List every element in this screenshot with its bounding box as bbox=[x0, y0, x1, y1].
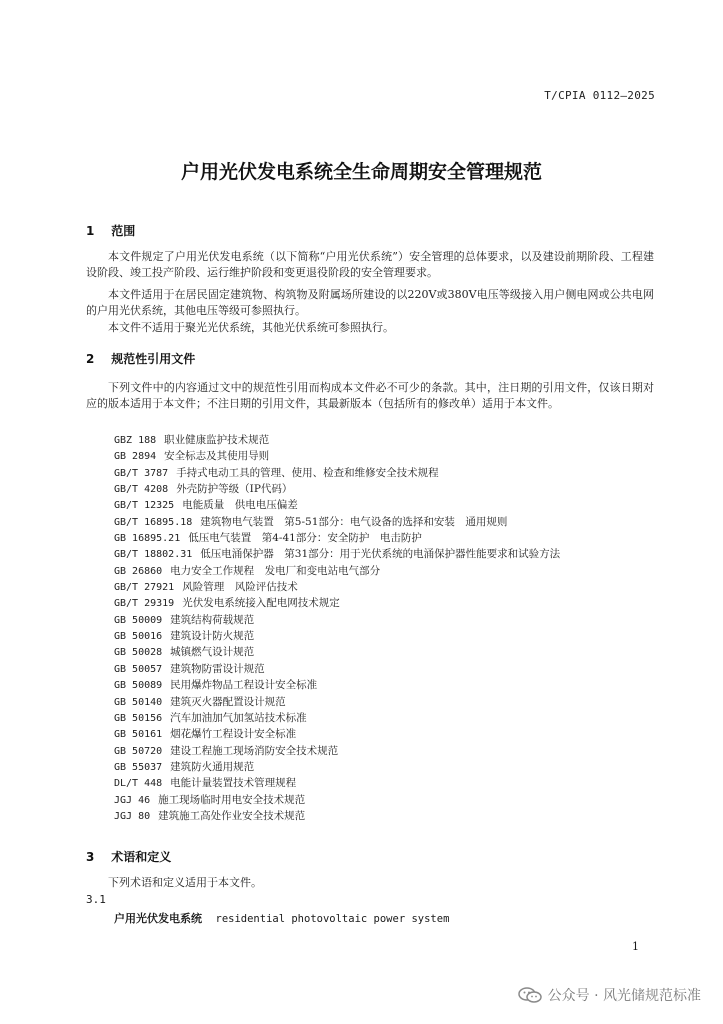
reference-title: 电力安全工作规程 发电厂和变电站电气部分 bbox=[170, 564, 381, 577]
reference-code: GB/T 4208 bbox=[114, 484, 169, 496]
reference-item bbox=[114, 432, 674, 448]
reference-item bbox=[114, 595, 674, 611]
normative-references-list bbox=[114, 432, 674, 824]
reference-item bbox=[114, 808, 674, 824]
reference-title: 建筑灭火器配置设计规范 bbox=[170, 695, 286, 708]
reference-item bbox=[114, 628, 674, 644]
term-chinese: 户用光伏发电系统 bbox=[114, 912, 202, 925]
wechat-icon bbox=[518, 987, 542, 1003]
reference-title: 汽车加油加气加氢站技术标准 bbox=[170, 711, 307, 724]
reference-code: GB 26860 bbox=[114, 565, 163, 577]
reference-code: GB/T 18802.31 bbox=[114, 549, 193, 561]
reference-title: 电能质量 供电电压偏差 bbox=[182, 499, 298, 512]
term-number: 3.1 bbox=[86, 893, 106, 906]
reference-title: 安全标志及其使用导则 bbox=[164, 450, 270, 463]
reference-title: 城镇燃气设计规范 bbox=[170, 646, 255, 659]
section-3-number: 3 bbox=[86, 850, 95, 864]
section-2-title: 规范性引用文件 bbox=[111, 352, 196, 366]
reference-code: GB/T 27921 bbox=[114, 582, 175, 594]
reference-item bbox=[114, 710, 674, 726]
reference-item bbox=[114, 759, 674, 775]
reference-item bbox=[114, 514, 674, 530]
reference-code: GB 50156 bbox=[114, 712, 163, 724]
reference-title: 手持式电动工具的管理、使用、检查和维修安全技术规程 bbox=[176, 466, 439, 479]
reference-item bbox=[114, 579, 674, 595]
document-title: 户用光伏发电系统全生命周期安全管理规范 bbox=[180, 161, 542, 183]
reference-item bbox=[114, 677, 674, 693]
reference-item bbox=[114, 546, 674, 562]
reference-code: GB 50009 bbox=[114, 614, 163, 626]
reference-title: 风险管理 风险评估技术 bbox=[182, 581, 298, 594]
reference-title: 低压电气装置 第4-41部分：安全防护 电击防护 bbox=[188, 532, 422, 545]
reference-title: 低压电涌保护器 第31部分：用于光伏系统的电涌保护器性能要求和试验方法 bbox=[200, 548, 561, 561]
reference-item bbox=[114, 563, 674, 579]
reference-title: 建筑物电气装置 第5-51部分：电气设备的选择和安装 通用规则 bbox=[200, 515, 508, 528]
reference-code: GB 50028 bbox=[114, 647, 163, 659]
reference-code: GBZ 188 bbox=[114, 435, 157, 446]
watermark-text: 公众号 · 风光储规范标准 bbox=[547, 988, 701, 1004]
reference-code: GB 55037 bbox=[114, 761, 163, 773]
reference-title: 职业健康监护技术规范 bbox=[164, 434, 270, 446]
reference-title: 光伏发电系统接入配电网技术规定 bbox=[182, 597, 340, 610]
reference-title: 建筑设计防火规范 bbox=[170, 630, 255, 643]
reference-item bbox=[114, 497, 674, 513]
reference-item bbox=[114, 644, 674, 660]
reference-code: GB 50089 bbox=[114, 680, 163, 692]
term-english: residential photovoltaic power system bbox=[215, 913, 450, 925]
reference-item bbox=[114, 775, 674, 791]
reference-code: GB/T 16895.18 bbox=[114, 516, 193, 528]
section-3-title: 术语和定义 bbox=[111, 850, 172, 864]
reference-item bbox=[114, 481, 674, 497]
reference-item bbox=[114, 612, 674, 628]
section-1-title: 范围 bbox=[111, 224, 136, 238]
reference-code: GB/T 29319 bbox=[114, 598, 175, 610]
reference-title: 建筑物防雷设计规范 bbox=[170, 662, 265, 675]
section-1-paragraph-2: 本文件适用于在居民固定建筑物、构筑物及附属场所建设的以220V或380V电压等级接入用户侧电网或公共电网的户用光伏系统，其他电压等级可参照执行。 bbox=[86, 288, 654, 317]
term-entry bbox=[114, 910, 449, 926]
section-3-intro: 下列术语和定义适用于本文件。 bbox=[108, 876, 262, 889]
reference-item bbox=[114, 661, 674, 677]
reference-title: 施工现场临时用电安全技术规范 bbox=[158, 793, 306, 806]
reference-code: JGJ 46 bbox=[114, 794, 151, 806]
section-1-heading bbox=[86, 222, 135, 239]
document-code: T/CPIA 0112—2025 bbox=[544, 89, 655, 102]
reference-code: GB/T 12325 bbox=[114, 500, 175, 512]
reference-item bbox=[114, 465, 674, 481]
section-1-paragraph-1: 本文件规定了户用光伏发电系统（以下简称“户用光伏系统”）安全管理的总体要求，以及建设前期阶段、工程建设阶段、竣工投产阶段、运行维护阶段和变更退役阶段的安全管理要求。 bbox=[86, 250, 654, 279]
reference-code: GB 50016 bbox=[114, 631, 163, 643]
reference-code: GB/T 3787 bbox=[114, 467, 169, 479]
section-3-heading bbox=[86, 848, 171, 865]
reference-title: 建筑防火通用规范 bbox=[170, 760, 255, 773]
reference-code: DL/T 448 bbox=[114, 778, 163, 790]
reference-code: GB 50057 bbox=[114, 663, 163, 675]
reference-code: GB 2894 bbox=[114, 451, 157, 463]
reference-code: GB 50720 bbox=[114, 745, 163, 757]
section-1-paragraph-3: 本文件不适用于聚光光伏系统，其他光伏系统可参照执行。 bbox=[108, 321, 394, 334]
reference-code: GB 50161 bbox=[114, 729, 163, 741]
section-2-heading bbox=[86, 350, 195, 367]
section-1-number: 1 bbox=[86, 224, 95, 238]
reference-title: 建筑结构荷载规范 bbox=[170, 613, 255, 626]
page-number: 1 bbox=[632, 940, 639, 953]
reference-title: 建筑施工高处作业安全技术规范 bbox=[158, 809, 306, 822]
reference-title: 电能计量装置技术管理规程 bbox=[170, 777, 297, 790]
section-2-intro: 下列文件中的内容通过文中的规范性引用而构成本文件必不可少的条款。其中，注日期的引用文件，仅该日期对应的版本适用于本文件；不注日期的引用文件，其最新版本（包括所有的修改单）适用于本文件。 bbox=[86, 381, 654, 410]
reference-code: JGJ 80 bbox=[114, 810, 151, 822]
reference-item bbox=[114, 694, 674, 710]
section-2-number: 2 bbox=[86, 352, 95, 366]
reference-item bbox=[114, 530, 674, 546]
reference-code: GB 16895.21 bbox=[114, 533, 181, 545]
watermark bbox=[518, 985, 701, 1005]
reference-title: 建设工程施工现场消防安全技术规范 bbox=[170, 744, 339, 757]
reference-item bbox=[114, 743, 674, 759]
reference-item bbox=[114, 726, 674, 742]
reference-title: 烟花爆竹工程设计安全标准 bbox=[170, 728, 297, 741]
reference-code: GB 50140 bbox=[114, 696, 163, 708]
reference-title: 外壳防护等级（IP代码） bbox=[176, 483, 293, 496]
reference-item bbox=[114, 448, 674, 464]
reference-title: 民用爆炸物品工程设计安全标准 bbox=[170, 679, 318, 692]
reference-item bbox=[114, 792, 674, 808]
